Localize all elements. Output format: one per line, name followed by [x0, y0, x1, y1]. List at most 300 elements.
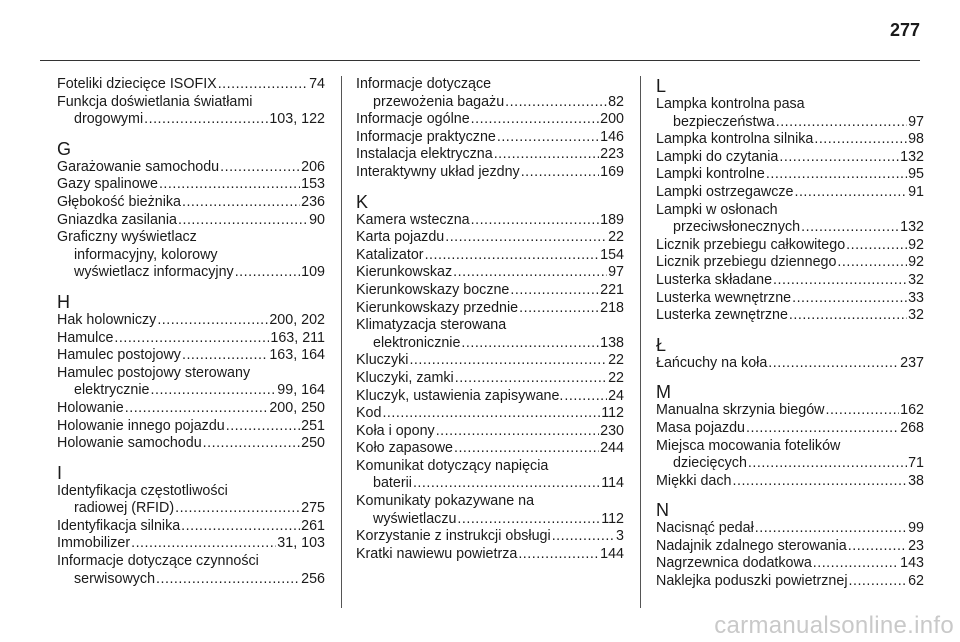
entry-term: Lampka kontrolna silnika [656, 131, 814, 148]
index-entry [57, 212, 325, 230]
entry-term: elektrycznie [74, 382, 150, 399]
index-section [356, 76, 624, 182]
index-entry [356, 370, 624, 388]
dot-leader [175, 500, 300, 518]
index-entry [57, 347, 325, 365]
entry-page-ref[interactable]: 112 [601, 405, 624, 422]
dot-leader [494, 146, 599, 164]
entry-line [656, 555, 924, 573]
header-rule [40, 60, 920, 61]
index-entry [57, 483, 325, 518]
entry-term: Holowanie [57, 399, 124, 416]
entry-page-ref[interactable]: 109 [301, 264, 325, 281]
entry-term: Instalacja elektryczna [356, 146, 493, 163]
index-entry [57, 194, 325, 212]
dot-leader [182, 194, 300, 212]
entry-term: Identyfikacja silnika [57, 517, 181, 534]
entry-line [356, 511, 624, 529]
dot-leader [382, 405, 600, 423]
index-section [656, 500, 924, 590]
entry-page-ref[interactable]: 91 [908, 183, 924, 200]
entry-line [57, 229, 325, 247]
entry-page-ref[interactable]: 162 [900, 402, 924, 419]
entry-term: Informacje dotyczące [356, 76, 492, 92]
dot-leader [455, 370, 607, 388]
entry-page-ref[interactable]: 103, 122 [269, 111, 325, 128]
entry-line [656, 473, 924, 491]
index-entry [356, 405, 624, 423]
index-entry [656, 131, 924, 149]
index-entry [656, 573, 924, 591]
dot-leader [220, 159, 300, 177]
entry-line [57, 330, 325, 348]
dot-leader [776, 114, 907, 132]
dot-leader [445, 229, 607, 247]
entry-page-ref[interactable]: 22 [608, 352, 624, 369]
entry-page-ref[interactable]: 223 [600, 146, 624, 163]
entry-page-ref[interactable]: 275 [301, 500, 325, 517]
dot-leader [436, 423, 599, 441]
entry-term: Identyfikacja częstotliwości [57, 482, 228, 499]
index-entry [356, 146, 624, 164]
dot-leader [837, 254, 907, 272]
entry-term: Graficzny wyświetlacz [57, 229, 197, 246]
watermark: carmanualsonline.info [714, 612, 954, 639]
entry-line [57, 176, 325, 194]
entry-page-ref[interactable]: 154 [600, 246, 624, 263]
entry-line [356, 317, 624, 335]
entry-page-ref[interactable]: 112 [601, 510, 624, 527]
dot-leader [848, 538, 907, 556]
entry-page-ref[interactable]: 82 [608, 93, 624, 110]
entry-term: Kamera wsteczna [356, 211, 470, 228]
dot-leader [203, 435, 300, 453]
index-column-3 [656, 76, 924, 601]
dot-leader [454, 440, 599, 458]
entry-line [656, 272, 924, 290]
entry-term: Kluczyk, ustawienia zapisywane. [356, 387, 564, 404]
entry-line [656, 402, 924, 420]
entry-line [57, 418, 325, 436]
entry-line [656, 166, 924, 184]
dot-leader [794, 184, 907, 202]
entry-line [356, 352, 624, 370]
entry-page-ref[interactable]: 24 [608, 387, 624, 404]
entry-line [356, 528, 624, 546]
entry-line [656, 573, 924, 591]
entry-line [356, 423, 624, 441]
index-entry [356, 388, 624, 406]
entry-line [57, 264, 325, 282]
index-entry [356, 282, 624, 300]
index-section [57, 139, 325, 282]
dot-leader [114, 330, 269, 348]
dot-leader [425, 247, 600, 265]
entry-page-ref[interactable]: 71 [908, 455, 924, 472]
entry-term: Hamulec postojowy sterowany [57, 364, 251, 381]
dot-leader [505, 94, 607, 112]
dot-leader [849, 573, 908, 591]
column-divider [640, 76, 641, 608]
dot-leader [564, 388, 607, 406]
entry-line [356, 300, 624, 318]
entry-term: Lusterka zewnętrzne [656, 307, 788, 324]
dot-leader [825, 402, 899, 420]
entry-term: Interaktywny układ jezdny [356, 163, 520, 180]
entry-term: Lusterka składane [656, 271, 773, 288]
index-entry [57, 94, 325, 129]
entry-page-ref[interactable]: 218 [600, 299, 624, 316]
dot-leader [125, 400, 269, 418]
entry-term: Lusterka wewnętrzne [656, 289, 792, 306]
entry-line [57, 312, 325, 330]
entry-page-ref[interactable]: 33 [908, 289, 924, 306]
entry-term: Kierunkowskaz [356, 264, 453, 281]
dot-leader [779, 149, 899, 167]
entry-term: Informacje ogólne [356, 111, 470, 128]
entry-line [356, 264, 624, 282]
index-entry [656, 237, 924, 255]
entry-term: Korzystanie z instrukcji obsługi [356, 528, 551, 545]
index-entry [57, 535, 325, 553]
entry-term: bezpieczeństwa [673, 113, 775, 130]
entry-term: Informacje dotyczące czynności [57, 553, 259, 570]
section-letter: I [57, 462, 63, 483]
entry-line [356, 475, 624, 493]
entry-page-ref[interactable]: 153 [301, 176, 325, 193]
entry-term: wyświetlacz informacyjny [74, 264, 234, 281]
index-entry [57, 400, 325, 418]
entry-page-ref[interactable]: 22 [608, 369, 624, 386]
index-section [57, 292, 325, 453]
entry-line [356, 111, 624, 129]
entry-line [356, 335, 624, 353]
entry-line [57, 518, 325, 536]
index-section [656, 335, 924, 373]
entry-page-ref[interactable]: 138 [600, 334, 624, 351]
entry-term: Nadajnik zdalnego sterowania [656, 537, 847, 554]
dot-leader [461, 335, 599, 353]
entry-line [356, 94, 624, 112]
dot-leader [766, 166, 907, 184]
entry-term: Naklejka poduszki powietrznej [656, 573, 848, 590]
entry-term: radiowej (RFID) [74, 500, 175, 517]
entry-term: Lampka kontrolna pasa [656, 96, 805, 112]
entry-term: Kierunkowskazy boczne [356, 281, 510, 298]
entry-line [656, 184, 924, 202]
entry-page-ref[interactable]: 143 [900, 555, 924, 572]
index-entry [656, 473, 924, 491]
index-entry [356, 546, 624, 564]
index-entry [356, 212, 624, 230]
index-entry [356, 76, 624, 111]
index-entry [656, 307, 924, 325]
entry-term: elektronicznie [373, 334, 461, 351]
dot-leader [801, 219, 899, 237]
index-section [356, 192, 624, 564]
entry-term: Kierunkowskazy przednie [356, 299, 519, 316]
dot-leader [453, 264, 607, 282]
index-entry [656, 254, 924, 272]
entry-term: Licznik przebiegu całkowitego [656, 236, 846, 253]
index-column-1 [57, 76, 325, 598]
entry-term: Nacisnąć pedał [656, 520, 754, 537]
entry-line [57, 382, 325, 400]
index-entry [656, 166, 924, 184]
entry-line [57, 400, 325, 418]
entry-term: Gazy spalinowe [57, 176, 158, 193]
dot-leader [409, 352, 607, 370]
dot-leader [518, 546, 599, 564]
dot-leader [457, 511, 600, 529]
dot-leader [814, 131, 907, 149]
entry-line [356, 282, 624, 300]
entry-line [656, 202, 924, 220]
entry-page-ref[interactable]: 32 [908, 307, 924, 324]
index-section [656, 76, 924, 325]
index-entry [656, 402, 924, 420]
entry-page-ref[interactable]: 74 [309, 76, 325, 92]
entry-term: Garażowanie samochodu [57, 158, 220, 175]
entry-page-ref[interactable]: 99, 164 [277, 382, 325, 399]
index-entry [656, 420, 924, 438]
entry-line [57, 247, 325, 265]
entry-line [656, 237, 924, 255]
index-entry [656, 149, 924, 167]
index-entry [656, 438, 924, 473]
index-entry [656, 96, 924, 131]
entry-term: Hak holowniczy [57, 311, 157, 328]
entry-term: Masa pojazdu [656, 419, 746, 436]
entry-line [356, 229, 624, 247]
section-letter: M [656, 382, 671, 403]
entry-page-ref[interactable]: 98 [908, 131, 924, 148]
index-entry [656, 538, 924, 556]
entry-line [356, 247, 624, 265]
entry-term: Hamulce [57, 329, 114, 346]
entry-page-ref[interactable]: 236 [301, 193, 325, 210]
entry-page-ref[interactable]: 200, 202 [269, 311, 325, 328]
entry-line [356, 388, 624, 406]
entry-term: Gniazdka zasilania [57, 211, 178, 228]
dot-leader [519, 300, 599, 318]
index-entry [356, 440, 624, 458]
entry-line [356, 546, 624, 564]
entry-page-ref[interactable]: 163, 164 [269, 347, 325, 364]
entry-line [356, 405, 624, 423]
index-section [57, 76, 325, 129]
entry-page-ref[interactable]: 189 [600, 211, 624, 228]
index-entry [57, 553, 325, 588]
dot-leader [789, 307, 907, 325]
entry-page-ref[interactable]: 200, 250 [269, 399, 325, 416]
index-entry [57, 518, 325, 536]
entry-term: Funkcja doświetlania światłami [57, 93, 253, 110]
dot-leader [521, 164, 599, 182]
dot-leader [792, 290, 907, 308]
entry-term: Holowanie samochodu [57, 435, 202, 452]
entry-page-ref[interactable]: 92 [908, 236, 924, 253]
entry-page-ref[interactable]: 62 [908, 573, 924, 590]
entry-term: Kluczyki, zamki [356, 369, 454, 386]
dot-leader [746, 420, 899, 438]
entry-line [57, 94, 325, 112]
entry-page-ref[interactable]: 163, 211 [270, 329, 325, 346]
entry-line [356, 212, 624, 230]
entry-page-ref[interactable]: 32 [908, 271, 924, 288]
index-entry [656, 355, 924, 373]
entry-page-ref[interactable]: 230 [600, 422, 624, 439]
entry-line [57, 111, 325, 129]
entry-line [656, 438, 924, 456]
entry-page-ref[interactable]: 22 [608, 229, 624, 246]
dot-leader [159, 176, 300, 194]
entry-term: Klimatyzacja sterowana [356, 317, 507, 334]
index-section [656, 382, 924, 490]
index-entry [656, 202, 924, 237]
entry-page-ref[interactable]: 90 [309, 211, 325, 228]
index-entry [356, 164, 624, 182]
dot-leader [157, 312, 268, 330]
index-entry [656, 184, 924, 202]
section-letter: N [656, 500, 669, 521]
index-entry [356, 247, 624, 265]
entry-line [356, 76, 624, 94]
index-entry [57, 435, 325, 453]
entry-line [57, 212, 325, 230]
entry-line [356, 458, 624, 476]
entry-term: Kod [356, 405, 382, 422]
entry-line [356, 493, 624, 511]
entry-term: Hamulec postojowy [57, 347, 181, 364]
entry-line [356, 440, 624, 458]
entry-term: Kratki nawiewu powietrza [356, 545, 518, 562]
entry-page-ref[interactable]: 221 [600, 281, 624, 298]
dot-leader [755, 520, 907, 538]
column-divider [341, 76, 342, 608]
index-entry [656, 272, 924, 290]
section-letter: G [57, 138, 72, 159]
entry-page-ref[interactable]: 256 [301, 570, 325, 587]
entry-term: Kluczyki [356, 352, 409, 369]
dot-leader [552, 528, 615, 546]
entry-term: baterii [373, 475, 412, 492]
entry-term: Koła i opony [356, 422, 435, 439]
entry-page-ref[interactable]: 23 [908, 537, 924, 554]
entry-page-ref[interactable]: 95 [908, 166, 924, 183]
entry-page-ref[interactable]: 251 [301, 417, 325, 434]
entry-term: Łańcuchy na koła [656, 354, 768, 371]
entry-line [57, 347, 325, 365]
index-entry [57, 229, 325, 282]
entry-line [656, 149, 924, 167]
entry-page-ref[interactable]: 268 [900, 419, 924, 436]
entry-line [57, 365, 325, 383]
section-letter: H [57, 291, 70, 312]
entry-line [356, 146, 624, 164]
entry-page-ref[interactable]: 97 [908, 113, 924, 130]
entry-term: Karta pojazdu [356, 229, 445, 246]
entry-term: Foteliki dziecięce ISOFIX [57, 76, 217, 92]
entry-page-ref[interactable]: 169 [600, 163, 624, 180]
entry-line [656, 420, 924, 438]
entry-line [656, 355, 924, 373]
entry-term: Lampki do czytania [656, 148, 779, 165]
entry-page-ref[interactable]: 114 [601, 475, 624, 492]
dot-leader [497, 129, 599, 147]
entry-line [656, 114, 924, 132]
index-entry [57, 159, 325, 177]
index-column-2 [356, 76, 624, 573]
entry-page-ref[interactable]: 200 [600, 111, 624, 128]
dot-leader [413, 475, 600, 493]
index-entry [356, 458, 624, 493]
entry-page-ref[interactable]: 244 [600, 440, 624, 457]
entry-page-ref[interactable]: 206 [301, 158, 325, 175]
index-entry [356, 264, 624, 282]
index-entry [356, 352, 624, 370]
entry-page-ref[interactable]: 261 [301, 517, 325, 534]
entry-term: Manualna skrzynia biegów [656, 402, 825, 419]
dot-leader [156, 571, 300, 589]
entry-page-ref[interactable]: 132 [900, 148, 924, 165]
dot-leader [768, 355, 899, 373]
dot-leader [151, 382, 277, 400]
index-entry [57, 330, 325, 348]
entry-line [356, 370, 624, 388]
dot-leader [144, 111, 268, 129]
entry-term: Lampki w osłonach [656, 201, 778, 218]
entry-page-ref[interactable]: 38 [908, 472, 924, 489]
index-entry [57, 176, 325, 194]
entry-line [57, 159, 325, 177]
entry-page-ref[interactable]: 31, 103 [277, 535, 325, 552]
entry-page-ref[interactable]: 92 [908, 254, 924, 271]
dot-leader [226, 418, 300, 436]
entry-line [57, 194, 325, 212]
entry-page-ref[interactable]: 97 [608, 264, 624, 281]
entry-line [656, 96, 924, 114]
entry-page-ref[interactable]: 237 [900, 354, 924, 371]
dot-leader [178, 212, 308, 230]
entry-line [656, 307, 924, 325]
entry-page-ref[interactable]: 3 [616, 528, 624, 545]
index-entry [356, 423, 624, 441]
index-entry [356, 528, 624, 546]
entry-term: drogowymi [74, 111, 144, 128]
entry-term: Informacje praktyczne [356, 128, 496, 145]
entry-line [656, 538, 924, 556]
entry-line [656, 254, 924, 272]
entry-page-ref[interactable]: 99 [908, 520, 924, 537]
dot-leader [846, 237, 907, 255]
entry-page-ref[interactable]: 250 [301, 435, 325, 452]
entry-line [57, 483, 325, 501]
entry-term: Nagrzewnica dodatkowa [656, 555, 812, 572]
entry-page-ref[interactable]: 144 [600, 545, 624, 562]
entry-term: Miejsca mocowania fotelików [656, 437, 841, 454]
dot-leader [733, 473, 908, 491]
entry-term: przeciwsłonecznych [673, 219, 801, 236]
entry-page-ref[interactable]: 146 [600, 128, 624, 145]
entry-term: przewożenia bagażu [373, 93, 505, 110]
dot-leader [182, 347, 268, 365]
dot-leader [471, 212, 600, 230]
entry-term: Miękki dach [656, 472, 732, 489]
entry-page-ref[interactable]: 132 [900, 219, 924, 236]
entry-term: Głębokość bieżnika [57, 193, 181, 210]
entry-term: Komunikaty pokazywane na [356, 493, 535, 510]
